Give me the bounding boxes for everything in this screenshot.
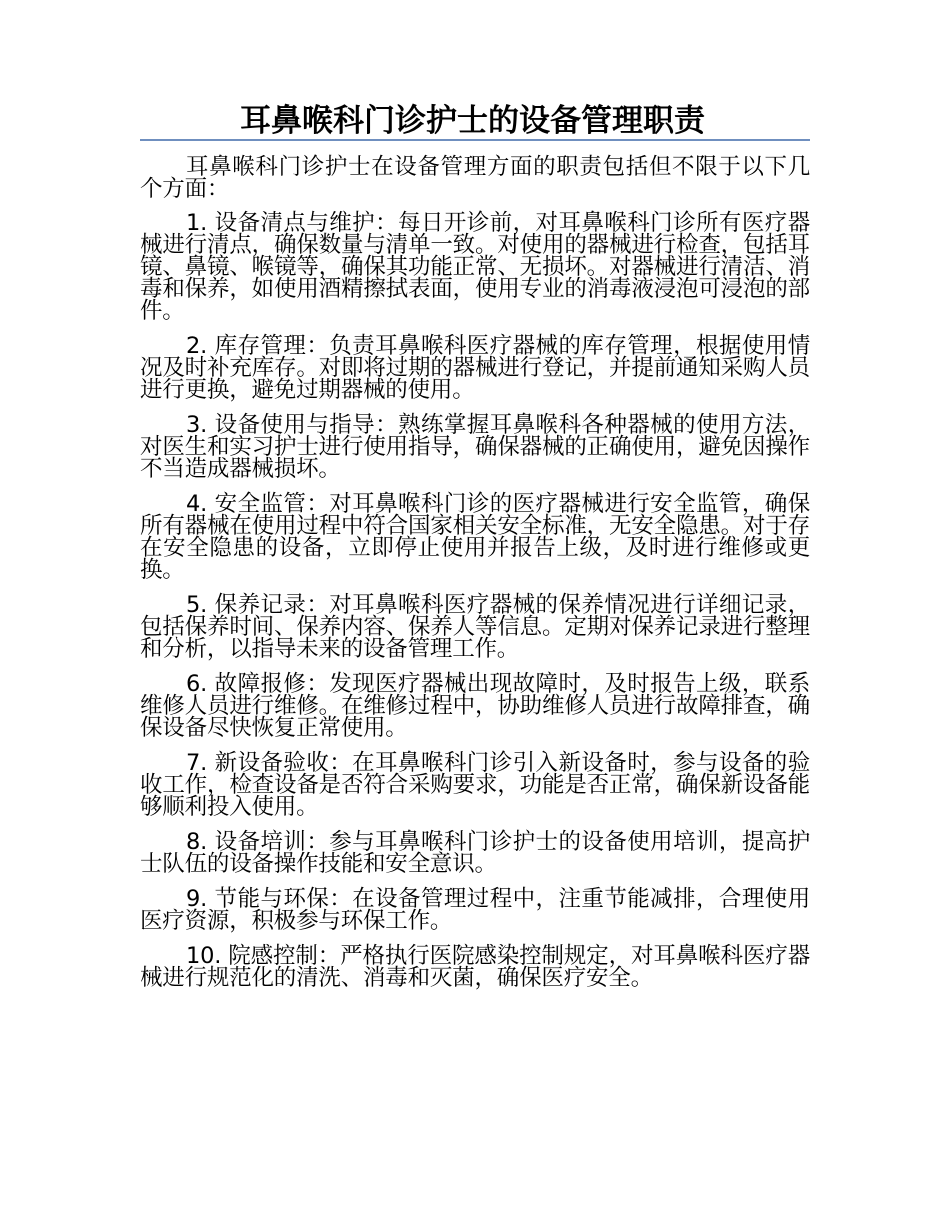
duty-item-2: 2. 库存管理：负责耳鼻喉科医疗器械的库存管理，根据使用情况及时补充库存。对即将过期的器械进行登记，并提前通知采购人员进行更换，避免过期器械的使用。	[140, 333, 810, 403]
duty-item-9: 9. 节能与环保：在设备管理过程中，注重节能减排，合理使用医疗资源，积极参与环保工作。	[140, 886, 810, 934]
intro-paragraph: 耳鼻喉科门诊护士在设备管理方面的职责包括但不限于以下几个方面：	[140, 154, 810, 202]
title-underline	[140, 139, 810, 141]
document-body	[140, 156, 810, 1002]
duty-item-1: 1. 设备清点与维护：每日开诊前，对耳鼻喉科门诊所有医疗器械进行清点，确保数量与清单一致。对使用的器械进行检查，包括耳镜、鼻镜、喉镜等，确保其功能正常、无损坏。对器械进行清洁、消毒和保养，如使用酒精擦拭表面，使用专业的消毒液浸泡可浸泡的部件。	[140, 210, 810, 324]
duty-item-6: 6. 故障报修：发现医疗器械出现故障时，及时报告上级，联系维修人员进行维修。在维修过程中，协助维修人员进行故障排查，确保设备尽快恢复正常使用。	[140, 671, 810, 741]
duty-item-10: 10. 院感控制：严格执行医院感染控制规定，对耳鼻喉科医疗器械进行规范化的清洗、消毒和灭菌，确保医疗安全。	[140, 943, 810, 991]
duty-item-3: 3. 设备使用与指导：熟练掌握耳鼻喉科各种器械的使用方法，对医生和实习护士进行使用指导，确保器械的正确使用，避免因操作不当造成器械损坏。	[140, 412, 810, 482]
duty-item-5: 5. 保养记录：对耳鼻喉科医疗器械的保养情况进行详细记录，包括保养时间、保养内容、保养人等信息。定期对保养记录进行整理和分析，以指导未来的设备管理工作。	[140, 592, 810, 662]
duty-item-8: 8. 设备培训：参与耳鼻喉科门诊护士的设备使用培训，提高护士队伍的设备操作技能和安全意识。	[140, 829, 810, 877]
document-title: 耳鼻喉科门诊护士的设备管理职责	[240, 103, 705, 139]
duty-item-7: 7. 新设备验收：在耳鼻喉科门诊引入新设备时，参与设备的验收工作，检查设备是否符合采购要求，功能是否正常，确保新设备能够顺利投入使用。	[140, 750, 810, 820]
duty-item-4: 4. 安全监管：对耳鼻喉科门诊的医疗器械进行安全监管，确保所有器械在使用过程中符合国家相关安全标准，无安全隐患。对于存在安全隐患的设备，立即停止使用并报告上级，及时进行维修或更换。	[140, 491, 810, 583]
